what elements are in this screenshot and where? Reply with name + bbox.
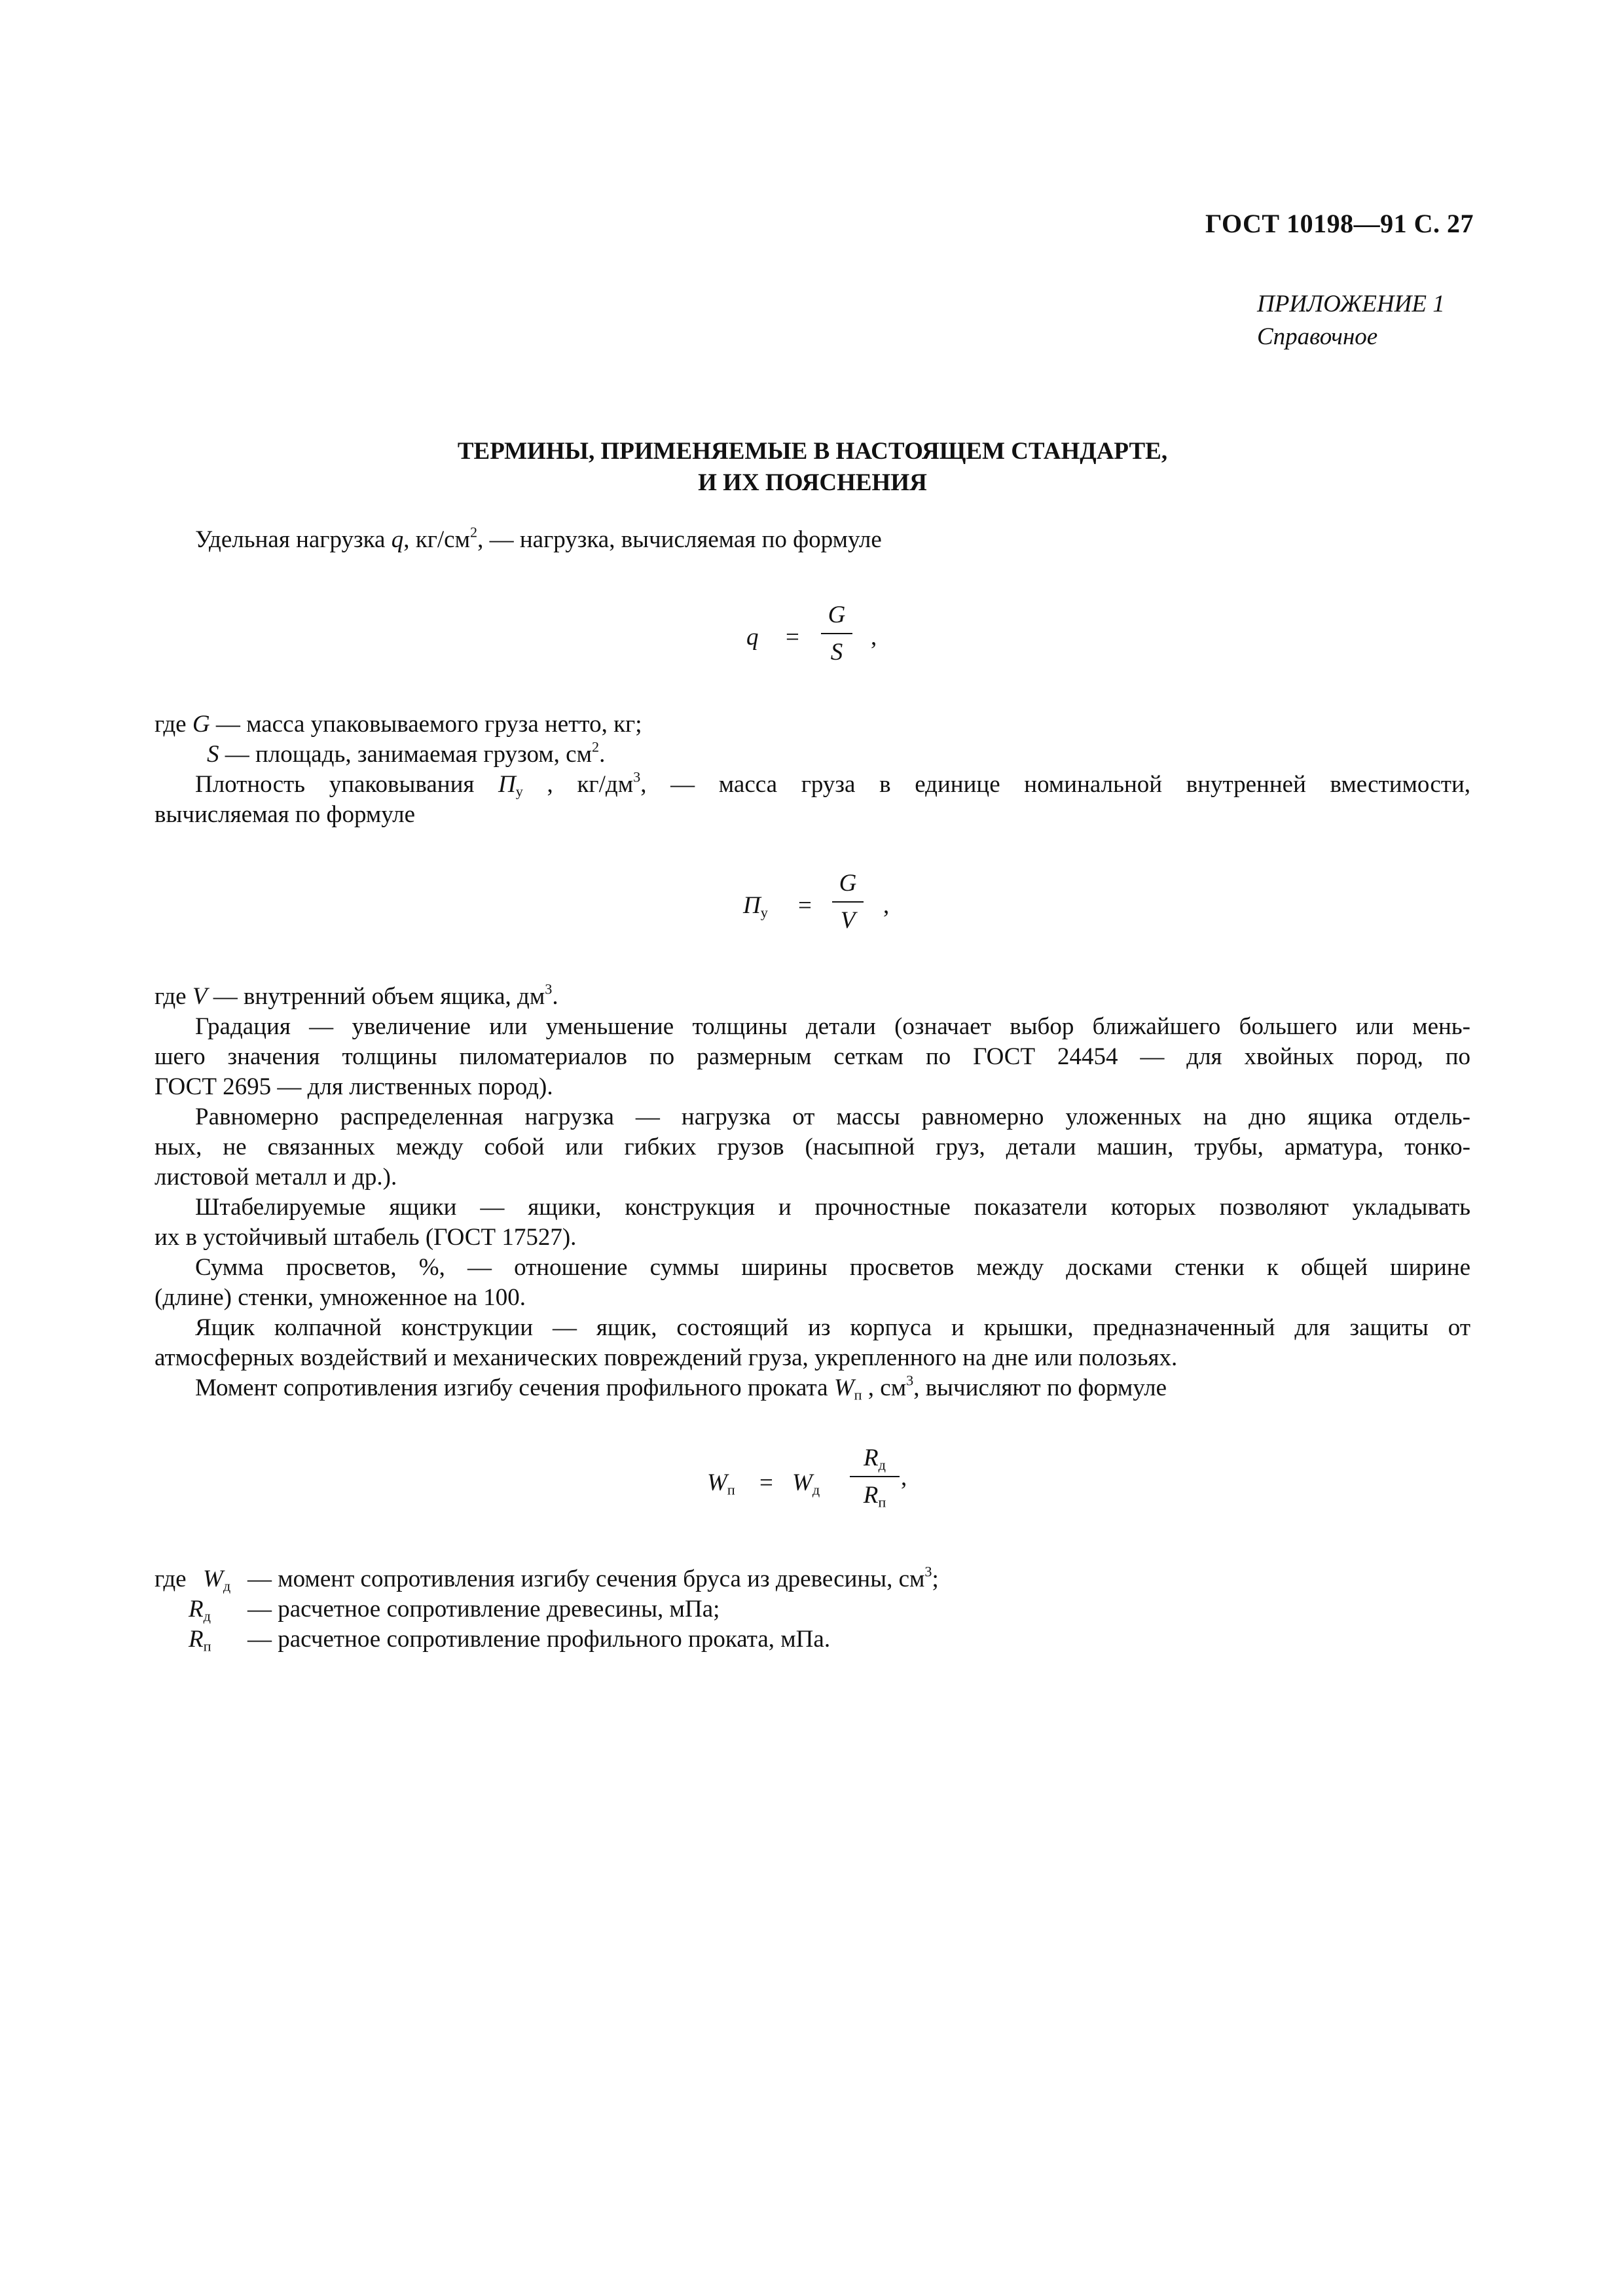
term-cap-box-line-1: Ящик колпачной конструкции — ящик, состоящий из корпуса и крышки, предназначенный для защиты от: [195, 1314, 1470, 1341]
term-moment: Момент сопротивления изгибу сечения профильного проката $W_п$ , $см^3$, вычисляют по формуле: [195, 1372, 1167, 1403]
document-page: ГОСТ 10198—91 С. 27 ПРИЛОЖЕНИЕ 1 Справочное ТЕРМИНЫ, ПРИМЕНЯЕМЫЕ В НАСТОЯЩЕМ СТАНДАРТЕ, И ИХ ПОЯСНЕНИЯ Удельная нагрузка q, $кг/см^2$, — нагрузка, вычисляемая по формуле q = G S , где G — масса упаковываемого груза нетто, кг; S — площадь, занимаемая грузом, $см^2$. Плотность упаковывания $П_у$ , $кг/дм^3$, — масса груза в единице номинальной внутренней вместимости, вычисляемая по формуле $П_у$ = G V , где V — внутренний объем ящика, $дм^3$. Градация — увеличение или уменьшение толщины детали (означает выбор ближайшего большего или мень- шего значения толщины пиломатериалов по размерным сеткам по ГОСТ 24454 — для хвойных пород, по ГОСТ 2695 — для лиственных пород). Равномерно распределенная нагрузка — нагрузка от массы равномерно уложенных на дно ящика отдель- ных, не связанных между собой или гибких грузов (насыпной груз, детали машин, трубы, арматура, тонко- листовой металл и др.). Штабелируемые ящики — ящики, конструкция и прочностные показатели которых позволяют укладывать их в устойчивый штабель (ГОСТ 17527). Сумма просветов, %, — отношение суммы ширины просветов между досками стенки к общей ширине (длине) стенки, умноженное на 100. Ящик колпачной конструкции — ящик, состоящий из корпуса и крышки, предназначенный для защиты от атмосферных воздействий и механических повреждений груза, укрепленного на дне или полозьях. Момент сопротивления изгибу сечения профильного проката $W_п$ , $см^3$, вычисляют по формуле $W_п$ = $W_д$ $R_д$ $R_п$ , где $W_д$ — момент сопротивления изгибу сечения бруса из древесины, $см^3$; $R_д$ — расчетное сопротивление древесины, мПа; $R_п$ — расчетное сопротивление профильного проката, мПа.: [155, 209, 1474, 1655]
fraction-denominator: V: [840, 907, 856, 934]
fraction-bar: [850, 1476, 900, 1477]
formula-equals: =: [759, 1469, 773, 1496]
appendix-number: ПРИЛОЖЕНИЕ 1: [1257, 291, 1445, 317]
fraction-numerator: G: [839, 870, 857, 897]
formula-moment: [707, 1440, 943, 1525]
term-gradation-line-1: Градация — увеличение или уменьшение толщины детали (означает выбор ближайшего большего или мень-: [195, 1013, 1470, 1040]
term-stackable-line-1: Штабелируемые ящики — ящики, конструкция и прочностные показатели которых позволяют укладывать: [195, 1194, 1470, 1221]
term-specific-load: Удельная нагрузка q, $кг/см^2$, — нагрузка, вычисляемая по формуле: [195, 524, 882, 553]
formula-packing-density: [743, 864, 913, 942]
appendix-label: [1257, 288, 1445, 353]
formula-comma: ,: [871, 624, 877, 651]
formula-comma: ,: [901, 1464, 907, 1491]
formula-lhs: q: [746, 624, 759, 651]
formula-w-wood: $W_д$: [792, 1469, 820, 1498]
section-title: [155, 436, 1470, 499]
where-s: S — площадь, занимаемая грузом, $см^2$.: [207, 738, 606, 768]
section-title-line-2: И ИХ ПОЯСНЕНИЯ: [698, 469, 927, 496]
fraction-denominator: S: [830, 639, 843, 666]
term-packing-density: Плотность упаковывания $П_у$ , $кг/дм^3$, — масса груза в единице номинальной внутренней вместимости,: [195, 768, 1470, 800]
appendix-kind: Справочное: [1257, 323, 1378, 350]
formula-equals: =: [786, 624, 799, 651]
formula-equals: =: [798, 892, 812, 919]
formula-fraction: [850, 1444, 900, 1509]
formula-comma: ,: [883, 892, 890, 919]
section-title-line-1: ТЕРМИНЫ, ПРИМЕНЯЕМЫЕ В НАСТОЯЩЕМ СТАНДАРТЕ,: [457, 438, 1168, 465]
fraction-bar: [832, 901, 864, 903]
formula-lhs: $П_у$: [743, 892, 768, 921]
term-gradation-line-2: шего значения толщины пиломатериалов по размерным сеткам по ГОСТ 24454 — для хвойных пород, по: [155, 1043, 1470, 1070]
term-gradation-line-3: ГОСТ 2695 — для лиственных пород).: [155, 1073, 553, 1100]
term-uniform-load-line-2: ных, не связанных между собой или гибких грузов (насыпной груз, детали машин, трубы, арматура, тонко-: [155, 1134, 1470, 1160]
running-header: ГОСТ 10198—91 С. 27: [1205, 209, 1474, 238]
term-gaps-sum-line-1: Сумма просветов, %, — отношение суммы ширины просветов между досками стенки к общей ширине: [195, 1254, 1470, 1281]
formula-fraction: [832, 869, 864, 935]
term-stackable-line-2: их в устойчивый штабель (ГОСТ 17527).: [155, 1224, 577, 1251]
where-v: где V — внутренний объем ящика, $дм^3$.: [155, 980, 558, 1010]
term-packing-density-line-2: вычисляемая по формуле: [155, 801, 416, 828]
fraction-numerator: $R_д$: [864, 1444, 886, 1473]
term-uniform-load-line-1: Равномерно распределенная нагрузка — нагрузка от массы равномерно уложенных на дно ящика отдель-: [195, 1103, 1470, 1130]
fraction-numerator: G: [828, 601, 846, 628]
fraction-denominator: $R_п$: [863, 1482, 886, 1511]
formula-lhs: $W_п$: [707, 1469, 735, 1498]
fraction-bar: [821, 633, 852, 634]
formula-specific-load: [746, 596, 897, 674]
term-cap-box-line-2: атмосферных воздействий и механических повреждений груза, укрепленного на дне или полозьях.: [155, 1344, 1178, 1371]
formula-fraction: [821, 601, 852, 666]
where-g: где G — масса упаковываемого груза нетто, кг;: [155, 711, 642, 738]
term-gaps-sum-line-2: (длине) стенки, умноженное на 100.: [155, 1284, 526, 1311]
term-uniform-load-line-3: листовой металл и др.).: [155, 1164, 397, 1191]
